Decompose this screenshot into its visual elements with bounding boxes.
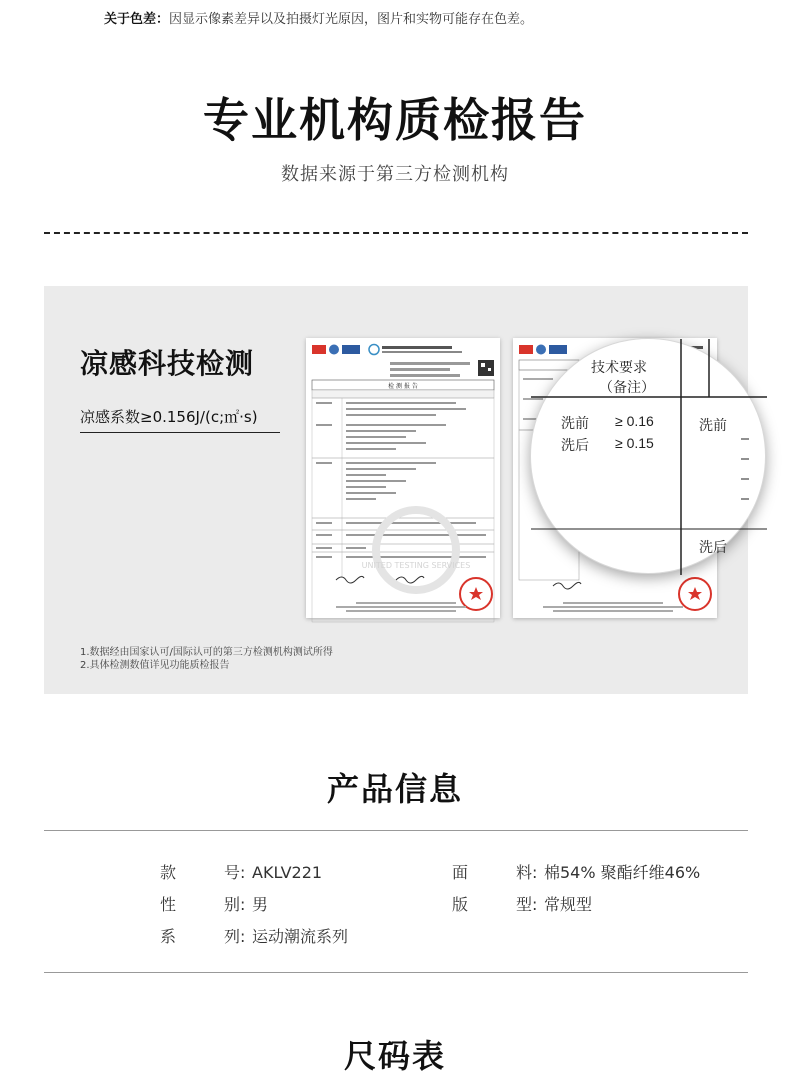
info-value: 棉54% 聚酯纤维46% [544, 863, 701, 882]
info-label: 面料 [452, 863, 532, 882]
info-row-gender: 性别: 男 [160, 892, 268, 915]
panel-note-1: 1.数据经由国家认可/国际认可的第三方检测机构测试所得 [80, 647, 333, 658]
product-info-top-rule [44, 830, 748, 831]
info-value: 运动潮流系列 [252, 927, 349, 946]
info-row-series: 系列: 运动潮流系列 [160, 924, 348, 947]
report-title: 专业机构质检报告 [203, 93, 587, 147]
mag-before-value: ≥ 0.16 [615, 413, 654, 429]
disclaimer-text: 因显示像素差异以及拍摄灯光原因，图片和实物可能存在色差。 [169, 12, 534, 27]
next-section-title-peek [0, 1037, 790, 1075]
panel-note-2: 2.具体检测数值详见功能质检报告 [80, 660, 230, 671]
test-report-panel [44, 286, 748, 694]
magnifier-zoom [530, 338, 766, 574]
product-info-title: 产品信息 [326, 770, 463, 808]
info-label: 款号 [160, 863, 240, 882]
mag-header-line2: （备注） [599, 380, 655, 396]
info-label: 版型 [452, 895, 532, 914]
product-info-bottom-rule [44, 972, 748, 973]
report-subtitle: 数据来源于第三方检测机构 [281, 164, 509, 185]
mag-right-bottom: 洗后 [699, 540, 727, 556]
test-report-document-1[interactable] [306, 338, 500, 618]
info-row-fit: 版型: 常规型 [452, 892, 592, 915]
document-heading: 检 测 报 告 [388, 383, 418, 390]
info-label: 性别 [160, 895, 240, 914]
watermark-text: UNITED TESTING SERVICES [361, 561, 471, 570]
info-value: 常规型 [544, 895, 593, 914]
mag-before-label: 洗前 [561, 416, 589, 432]
mag-header-line1: 技术要求 [591, 360, 647, 376]
panel-title: 凉感科技检测 [80, 347, 255, 380]
disclaimer-label: 关于色差： [104, 12, 170, 27]
info-value: 男 [252, 895, 269, 914]
info-value: AKLV221 [252, 863, 323, 882]
report-document-image [306, 338, 500, 618]
cooling-coefficient: 凉感系数≥0.156J/(c;㎡·s) [80, 408, 258, 426]
info-row-style-no: 款号: AKLV221 [160, 860, 322, 883]
mag-after-label: 洗后 [561, 438, 589, 454]
dashed-divider [44, 232, 748, 234]
magnifier-table-lines [531, 339, 767, 575]
info-row-fabric: 面料: 棉54% 聚酯纤维46% [452, 860, 700, 883]
coefficient-underline [80, 432, 280, 433]
next-section-title: 尺码表 [343, 1037, 446, 1075]
color-disclaimer [104, 8, 533, 27]
mag-after-value: ≥ 0.15 [615, 435, 654, 451]
info-label: 系列 [160, 927, 240, 946]
mag-right-top: 洗前 [699, 418, 727, 434]
